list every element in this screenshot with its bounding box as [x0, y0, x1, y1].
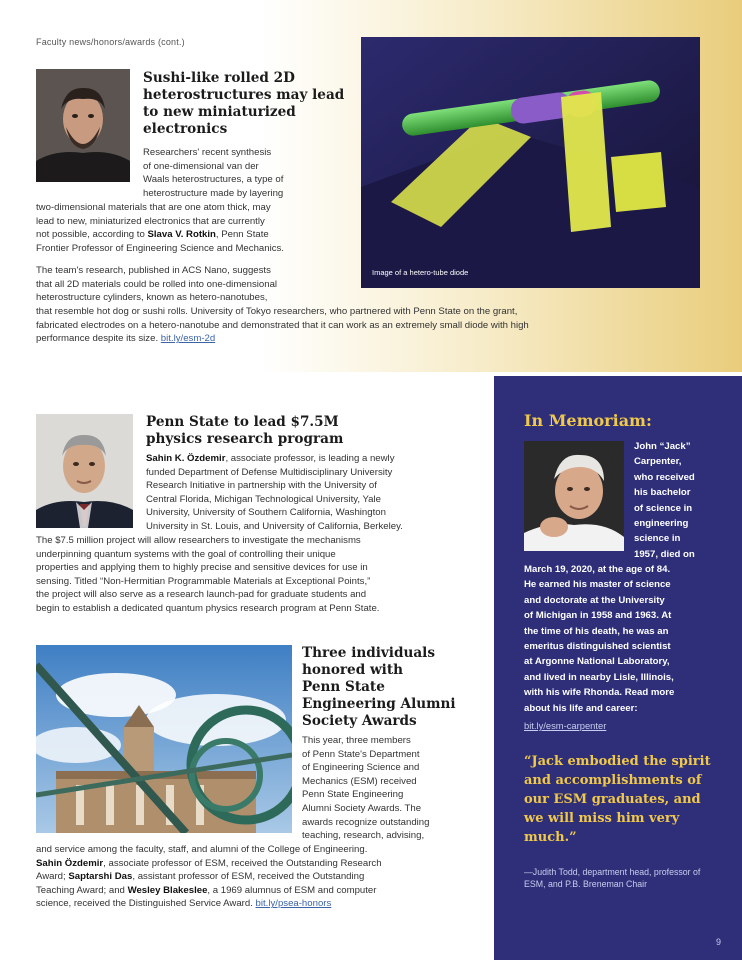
text-fragment: science, received the Distinguished Service Award.	[36, 898, 253, 910]
text-fragment: Teaching Award; and	[36, 884, 125, 896]
text-line: lead to new, miniaturized electronics that are currently	[36, 215, 265, 227]
memoriam-title: In Memoriam:	[524, 411, 652, 430]
text-line: of Michigan in 1958 and 1963. At	[524, 610, 672, 622]
memoriam-body-wide	[524, 562, 732, 716]
person-name: Sahin Özdemir	[36, 857, 104, 869]
text-line	[36, 884, 476, 898]
text-line: Penn State Engineering	[302, 789, 404, 801]
article3-body-wide	[36, 843, 476, 911]
carpenter-portrait	[524, 441, 624, 551]
text-line: Waals heterostructures, a type of	[143, 174, 284, 186]
text-line	[36, 857, 476, 871]
text-line	[36, 897, 476, 911]
text-line: funded Department of Defense Multidisciplinary University	[146, 466, 393, 478]
text-line: Carpenter,	[634, 456, 682, 468]
old-main-photo	[36, 645, 292, 833]
article1-body-narrow	[143, 146, 353, 200]
text-line: that all 2D materials could be rolled into one-dimensional	[36, 278, 278, 290]
person-name: Saptarshi Das	[68, 871, 133, 883]
text-line: of one-dimensional van der	[143, 160, 259, 172]
text-line: heterostructure made by layering	[143, 187, 284, 199]
section-label: Faculty news/honors/awards (cont.)	[36, 37, 185, 47]
headline-line: honored with	[302, 662, 403, 678]
text-line: emeritus distinguished scientist	[524, 641, 671, 653]
text-line: the project will also serve as a research launch-pad for graduate students and	[36, 589, 367, 601]
rotkin-portrait	[36, 69, 130, 182]
article2-body-wide	[36, 534, 476, 616]
article1-headline: Sushi-like rolled 2D heterostructures may lead to new miniaturized electronics	[143, 70, 345, 137]
ozdemir-portrait	[36, 414, 133, 528]
quote-attribution: —Judith Todd, department head, professor of ESM, and P.B. Breneman Chair	[524, 867, 701, 890]
text-line: Central Florida, Michigan Technological University, Yale	[146, 493, 381, 505]
text-fragment: , a 1969 alumnus of ESM and computer	[207, 884, 377, 896]
article2-headline: Penn State to lead $7.5M physics research program	[146, 414, 344, 447]
memoriam-body-narrow	[634, 439, 734, 562]
text-fragment: , associate professor of ESM, received the Outstanding Research	[103, 857, 382, 869]
text-line: Mechanics (ESM) received	[302, 775, 417, 787]
text-line: and lived in nearby Lisle, Illinois,	[524, 671, 674, 683]
text-line	[36, 332, 716, 346]
text-line: who received	[634, 471, 695, 483]
text-line: University, University of Southern California, Washington	[146, 507, 386, 519]
text-line: Frontier Professor of Engineering Science and Mechanics.	[36, 242, 284, 254]
text-line: two-dimensional materials that are one atom thick, may	[36, 202, 271, 213]
text-fragment: , associate professor, is leading a newly	[225, 453, 395, 464]
article1-link[interactable]: bit.ly/esm-2d	[160, 333, 216, 345]
heterotube-diode-image	[361, 37, 700, 288]
text-line: of Engineering Science and	[302, 762, 420, 774]
article3-headline	[302, 645, 472, 730]
image-caption: Image of a hetero-tube diode	[372, 268, 469, 277]
text-line: begin to establish a dedicated quantum physics research program at Penn State.	[36, 602, 380, 614]
article2-body-narrow	[146, 452, 466, 534]
text-line: about his life and career:	[524, 702, 638, 714]
text-line: fabricated electrodes on a hetero-nanotube and demonstrated that it can work as an extremely small diode with high	[36, 319, 529, 331]
text-fragment: Award;	[36, 871, 66, 883]
text-line: his bachelor	[634, 487, 691, 499]
text-line: Research Initiative in partnership with the University of	[146, 480, 377, 492]
text-line: Researchers' recent synthesis	[143, 147, 272, 158]
text-line: engineering	[634, 518, 689, 530]
text-line: The $7.5 million project will allow researchers to investigate the mechanisms	[36, 535, 361, 546]
text-line: University in St. Louis, and University of California, Berkeley.	[146, 520, 403, 532]
article1-body-wide	[36, 201, 354, 255]
headline-line: Engineering Alumni	[302, 696, 456, 712]
text-line: that resemble hot dog or sushi rolls. University of Tokyo researchers, who partnered with Penn State on the grant,	[36, 306, 518, 317]
person-name: Wesley Blakeslee	[127, 884, 208, 896]
text-line: March 19, 2020, at the age of 84.	[524, 564, 671, 575]
text-line: He earned his master of science	[524, 579, 671, 591]
article3-body-narrow	[302, 734, 474, 843]
person-name: Slava V. Rotkin	[147, 229, 216, 241]
text-line: with his wife Rhonda. Read more	[524, 687, 675, 699]
text-line: of Penn State's Department	[302, 748, 420, 760]
headline-line: Society Awards	[302, 713, 417, 729]
text-line: The team's research, published in ACS Nano, suggests	[36, 265, 271, 276]
article1-body-p2	[36, 264, 354, 305]
text-line: teaching, research, advising,	[302, 830, 425, 842]
text-line: of science in	[634, 502, 693, 514]
text-line: and doctorate at the University	[524, 594, 665, 606]
memoriam-link[interactable]: bit.ly/esm-carpenter	[524, 720, 607, 731]
text-line: science in	[634, 533, 681, 545]
page-number: 9	[716, 937, 722, 947]
text-fragment: not possible, according to	[36, 229, 145, 241]
text-line: the time of his death, he was an	[524, 625, 669, 637]
text-line: 1957, died on	[634, 548, 695, 560]
text-line: heterostructure cylinders, known as hetero-nanotubes,	[36, 292, 268, 304]
text-line: This year, three members	[302, 735, 411, 746]
person-name: Sahin K. Özdemir	[146, 453, 226, 464]
text-line: awards recognize outstanding	[302, 816, 430, 828]
text-line	[36, 870, 476, 884]
text-fragment: performance despite its size.	[36, 333, 159, 345]
memoriam-quote: “Jack embodied the spirit and accomplishments of our ESM graduates, and we will miss him very much.”	[524, 754, 711, 845]
text-line: at Argonne National Laboratory,	[524, 656, 670, 668]
text-line: John “Jack”	[634, 441, 691, 452]
article3-link[interactable]: bit.ly/psea-honors	[255, 898, 332, 910]
text-fragment: , assistant professor of ESM, received the Outstanding	[132, 871, 365, 883]
person-title: , Penn State	[215, 229, 269, 241]
text-line: Alumni Society Awards. The	[302, 802, 422, 814]
text-line: underpinning quantum systems with the goal of controlling their unique	[36, 548, 336, 560]
text-line: and service among the faculty, staff, and alumni of the College of Engineering.	[36, 844, 368, 855]
text-line	[36, 228, 354, 242]
text-line	[146, 452, 466, 466]
headline-line: Three individuals	[302, 645, 435, 661]
text-line: properties and applying them to highly precise and sensitive devices for use in	[36, 562, 368, 574]
article1-body-p2-wide	[36, 305, 716, 346]
text-line: sensing. Titled “Non-Hermitian Programmable Materials at Exceptional Points,”	[36, 575, 371, 587]
headline-line: Penn State	[302, 679, 385, 695]
